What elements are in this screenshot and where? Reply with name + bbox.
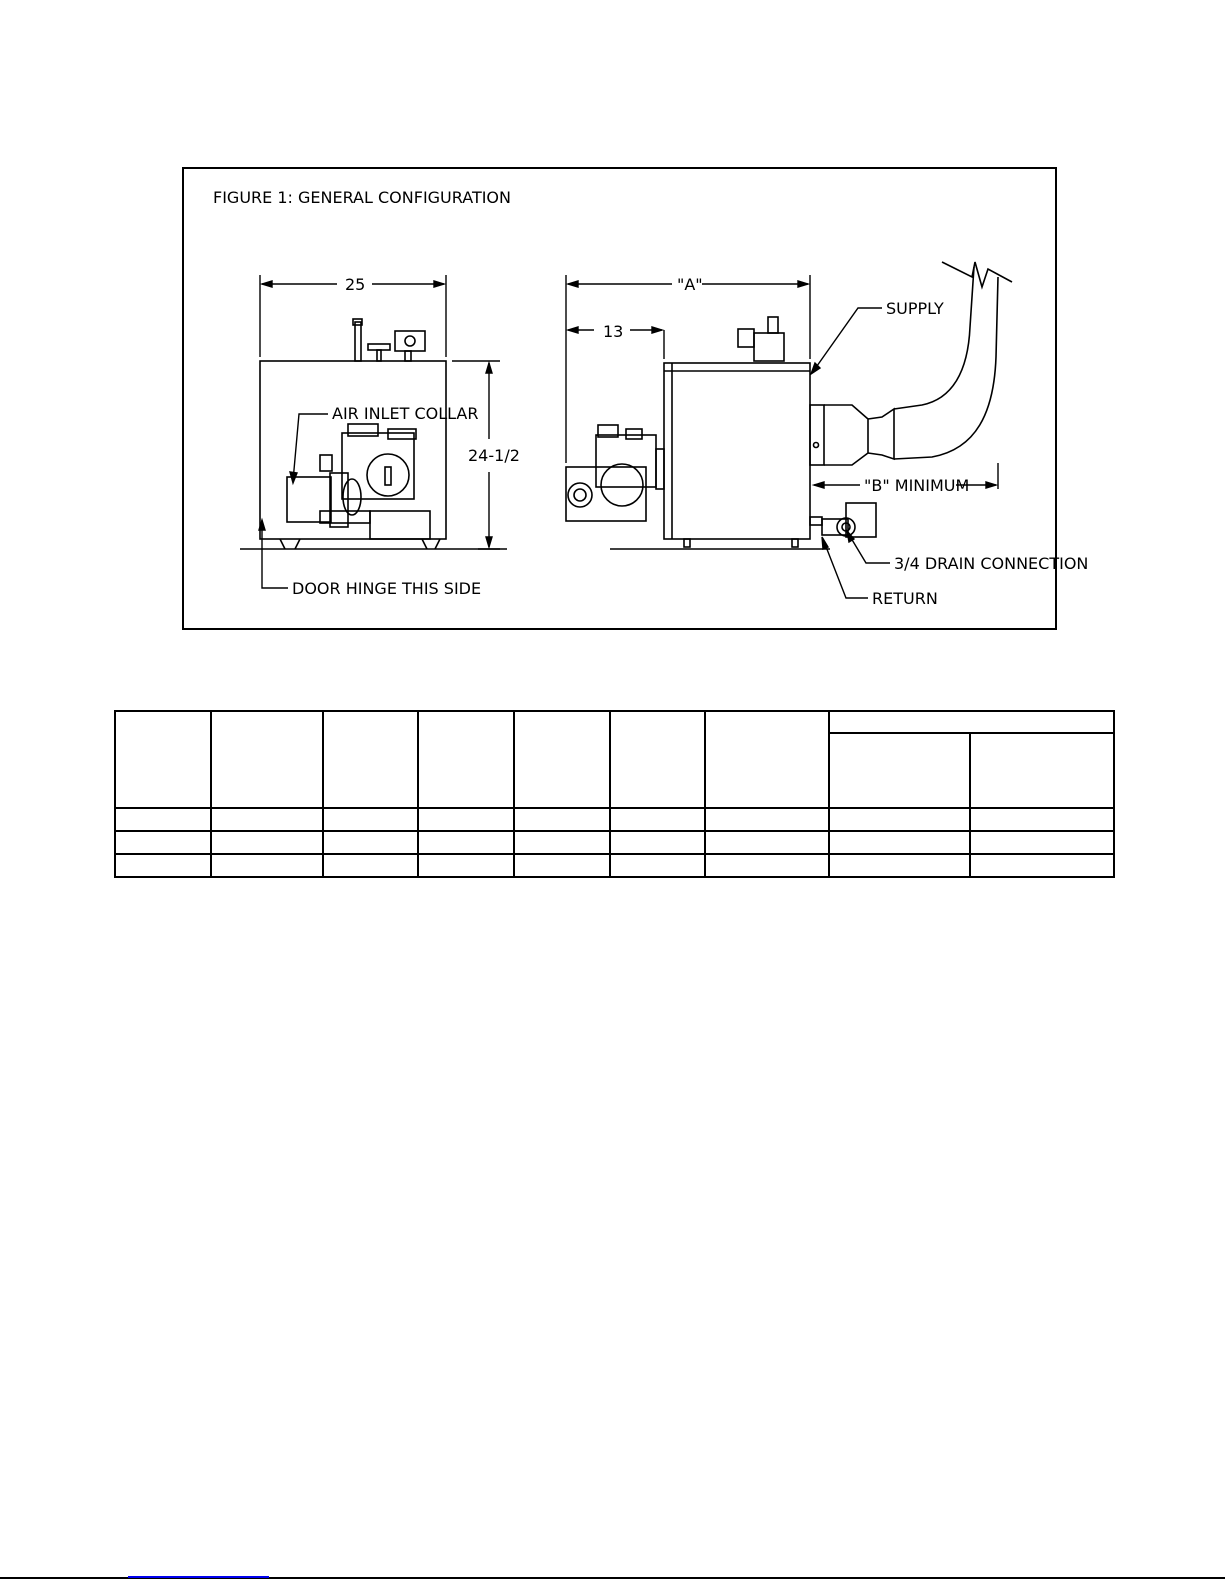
table-cell [323, 854, 418, 877]
figure-caption: FIGURE 1: GENERAL CONFIGURATION [213, 188, 511, 207]
table-cell [418, 854, 514, 877]
callout-door-hinge: DOOR HINGE THIS SIDE [292, 579, 482, 598]
table-cell [610, 831, 705, 854]
table-cell [418, 808, 514, 831]
door-hinge-leader [259, 520, 288, 588]
callout-supply: SUPPLY [886, 299, 944, 318]
air-inlet-leader [290, 414, 328, 483]
table-cell [970, 831, 1114, 854]
table-cell [970, 854, 1114, 877]
table-cell [211, 831, 323, 854]
table-cell [115, 808, 211, 831]
return-leader [822, 537, 868, 598]
table-cell [705, 854, 829, 877]
callout-air-inlet: AIR INLET COLLAR [332, 404, 479, 423]
table-cell [115, 831, 211, 854]
table-cell [323, 831, 418, 854]
dim-overall-length: "A" [677, 275, 703, 294]
table-cell [610, 854, 705, 877]
supply-leader [811, 308, 882, 374]
table-subheader-cell [829, 733, 970, 808]
specifications-table [114, 710, 1115, 878]
table-cell [829, 854, 970, 877]
side-view [566, 262, 1012, 549]
table-header-cell [115, 711, 211, 808]
table-header-cell [323, 711, 418, 808]
table-cell [418, 831, 514, 854]
table-cell [323, 808, 418, 831]
dim-width-front: 25 [345, 275, 366, 294]
table-cell [970, 808, 1114, 831]
table-header-cell [705, 711, 829, 808]
dim-height-front: 24-1/2 [468, 446, 520, 465]
table-header-cell [418, 711, 514, 808]
table-cell [705, 831, 829, 854]
table-header-row [115, 711, 1114, 733]
table-header-cell [610, 711, 705, 808]
table-cell [211, 808, 323, 831]
front-view [240, 319, 507, 549]
callout-drain: 3/4 DRAIN CONNECTION [894, 554, 1089, 573]
table-cell [211, 854, 323, 877]
drain-leader [847, 531, 890, 563]
table-group-header-cell [829, 711, 1114, 733]
table-cell [610, 808, 705, 831]
table-header-cell [514, 711, 610, 808]
footer-link[interactable] [128, 1576, 269, 1578]
table-header-cell [211, 711, 323, 808]
table-cell [514, 831, 610, 854]
table-row [115, 831, 1114, 854]
table-cell [514, 808, 610, 831]
table-cell [514, 854, 610, 877]
table-cell [115, 854, 211, 877]
table-subheader-cell [970, 733, 1114, 808]
figure-general-configuration [182, 167, 1089, 630]
table-cell [829, 808, 970, 831]
dim-burner-projection: 13 [603, 322, 624, 341]
table-row [115, 854, 1114, 877]
table-row [115, 808, 1114, 831]
dim-flue-clearance: "B" MINIMUM [864, 476, 970, 495]
callout-return: RETURN [872, 589, 938, 608]
table-cell [829, 831, 970, 854]
table-cell [705, 808, 829, 831]
